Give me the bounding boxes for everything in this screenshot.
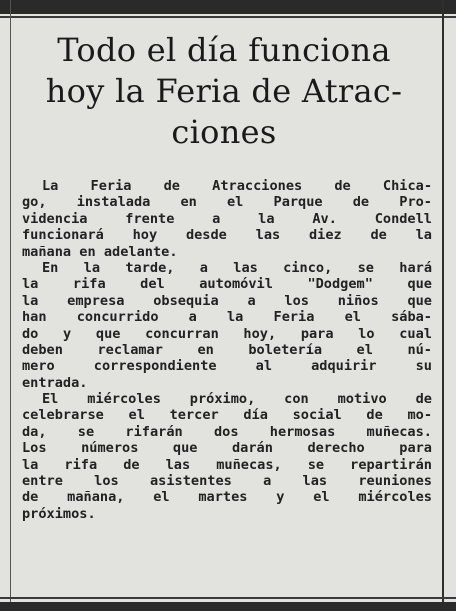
paragraph-2 — [22, 260, 432, 391]
body-line: celebrarse el tercer día social de mo- — [22, 407, 432, 424]
body-line: entre los asistentes a las reuniones — [22, 473, 432, 490]
headline-line: ciones — [171, 113, 277, 151]
body-line: la empresa obsequia a los niños que — [22, 292, 432, 309]
top-rule — [0, 0, 456, 14]
body-line: deben reclamar en boletería el nú- — [22, 341, 432, 358]
body-line: la rifa del automóvil "Dodgem" que — [22, 276, 432, 293]
paragraph-1 — [22, 178, 432, 260]
body-line: la rifa de las muñecas, se repartirán — [22, 456, 432, 473]
body-line: entrada. — [22, 374, 88, 391]
right-column-border — [442, 0, 444, 611]
body-line: da, se rifarán dos hermosas muñecas. — [22, 423, 432, 440]
body-line: Los números que darán derecho para — [22, 440, 432, 457]
body-line: mañana en adelante. — [22, 243, 178, 260]
body-line: de mañana, el martes y el miércoles — [22, 489, 432, 506]
body-line: El miércoles próximo, con motivo de — [42, 391, 432, 408]
body-line: En la tarde, a las cinco, se hará — [42, 259, 432, 276]
bottom-rule — [0, 602, 456, 611]
paragraph-3 — [22, 391, 432, 522]
headline-line: Todo el día funciona — [57, 31, 391, 69]
headline-line: hoy la Feria de Atrac- — [45, 72, 403, 110]
article-body — [22, 178, 432, 522]
body-line: videncia frente a la Av. Condell — [22, 210, 432, 227]
article-headline — [14, 30, 434, 153]
body-line: La Feria de Atracciones de Chica- — [42, 178, 432, 194]
body-line: funcionará hoy desde las diez de la — [22, 227, 432, 244]
left-column-border — [10, 0, 11, 611]
body-line: mero correspondiente al adquirir su — [22, 358, 432, 375]
body-line: go, instalada en el Parque de Pro- — [22, 194, 432, 211]
body-line: do y que concurran hoy, para lo cual — [22, 325, 432, 342]
body-line: próximos. — [22, 505, 96, 522]
body-line: han concurrido a la Feria el sába- — [22, 309, 432, 326]
